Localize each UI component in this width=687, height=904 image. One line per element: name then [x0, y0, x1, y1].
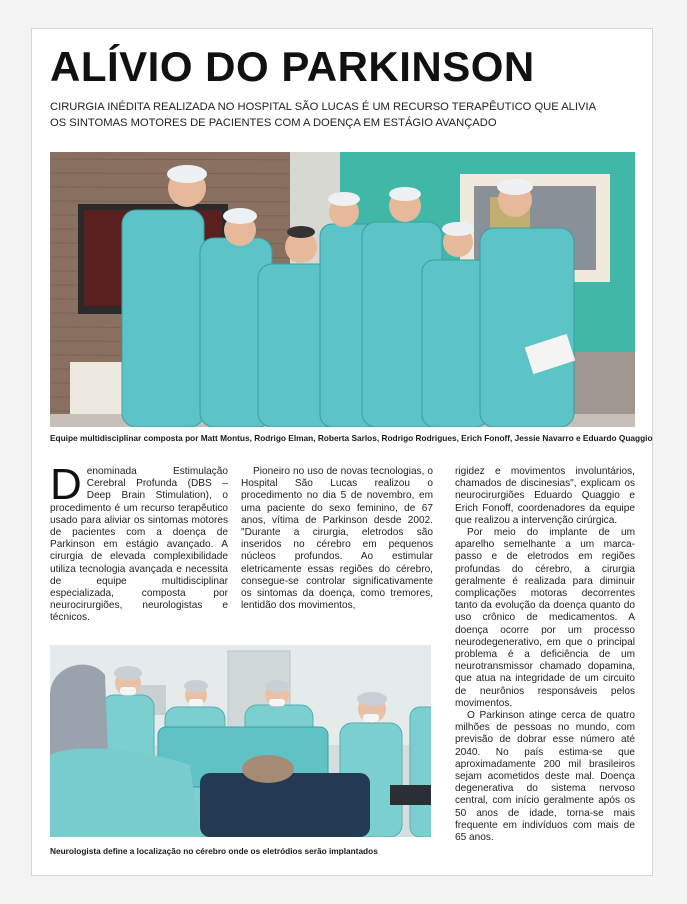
magazine-page	[31, 28, 653, 876]
drop-cap: D	[50, 460, 82, 509]
article-column-3	[455, 466, 635, 844]
article-paragraph	[50, 460, 228, 625]
surgery-photo-caption: Neurologista define a localização no cérebro onde os eletródios serão implantados	[50, 846, 378, 856]
article-paragraph: Por meio do implante de um aparelho semelhante a um marca-passo e de eletrodos em regiões profundas do cérebro, a cirurgia geralmente é realizada para diminuir complicações motoras decorrentes tanto da evolução da doença quanto do uso crônico de medicamentos. A doença ocorre por um processo neurodegenerativo, em que o principal problema é a deficiência de um neurotransmissor chamado dopamina, que atua na integridade de um circuito de neurônios responsáveis pelos movimentos.	[455, 527, 635, 709]
team-photo-caption: Equipe multidisciplinar composta por Matt Montus, Rodrigo Elman, Roberta Sarlos, Rodrigo Rodrigues, Erich Fonoff, Jessie Navarro e Eduardo Quaggio	[50, 433, 653, 443]
article-paragraph: O Parkinson atinge cerca de quatro milhões de pessoas no mundo, com previsão de dobrar esse número até 2040. No país estima-se que aproximadamente 200 mil brasileiros sejam acometidos deste mal. Doença degenerativa do sistema nervoso central, com início geralmente após os 50 anos de idade, torna-se mais frequente em indivíduos com mais de 65 anos.	[455, 710, 635, 844]
article-column-2	[241, 466, 433, 612]
article-title: ALÍVIO DO PARKINSON	[50, 43, 535, 90]
team-photo	[50, 152, 635, 427]
paragraph-text: enominada Estimulação Cerebral Profunda (DBS – Deep Brain Stimulation), o procedimento é um recurso terapêutico usado para aliviar os sintomas motores de pacientes com a doença de Parkinson em estágio avançado. A cirurgia de elevada complexibilidade utiliza tecnologia avançada e necessita de equipe multidisciplinar especializada, composta por neurocirurgiões, neurologistas e técnicos.	[50, 466, 228, 624]
article-paragraph: Pioneiro no uso de novas tecnologias, o Hospital São Lucas realizou o procedimento no dia 5 de novembro, em uma paciente do sexo feminino, de 67 anos, vítima de Parkinson desde 2002. "Durante a cirurgia, eletrodos são inseridos no cérebro em pequenos núcleos profundos. Ao estimular eletricamente essas regiões do cérebro, consegue-se controlar significativamente os sintomas da doença, como tremores, lentidão dos movimentos,	[241, 466, 433, 612]
article-paragraph: rigidez e movimentos involuntários, chamados de discinesias", explicam os neurocirurgiões Eduardo Quaggio e Erich Fonoff, coordenadores da equipe que realizou a intervenção cirúrgica.	[455, 466, 635, 526]
article-subtitle: CIRURGIA INÉDITA REALIZADA NO HOSPITAL SÃO LUCAS É UM RECURSO TERAPÊUTICO QUE ALIVIA OS SINTOMAS MOTORES DE PACIENTES COM A DOENÇA EM ESTÁGIO AVANÇADO	[50, 101, 596, 129]
surgery-photo	[50, 645, 431, 837]
article-column-1	[50, 460, 228, 625]
team-photo-illustration	[50, 152, 635, 427]
surgery-photo-illustration	[50, 645, 431, 837]
